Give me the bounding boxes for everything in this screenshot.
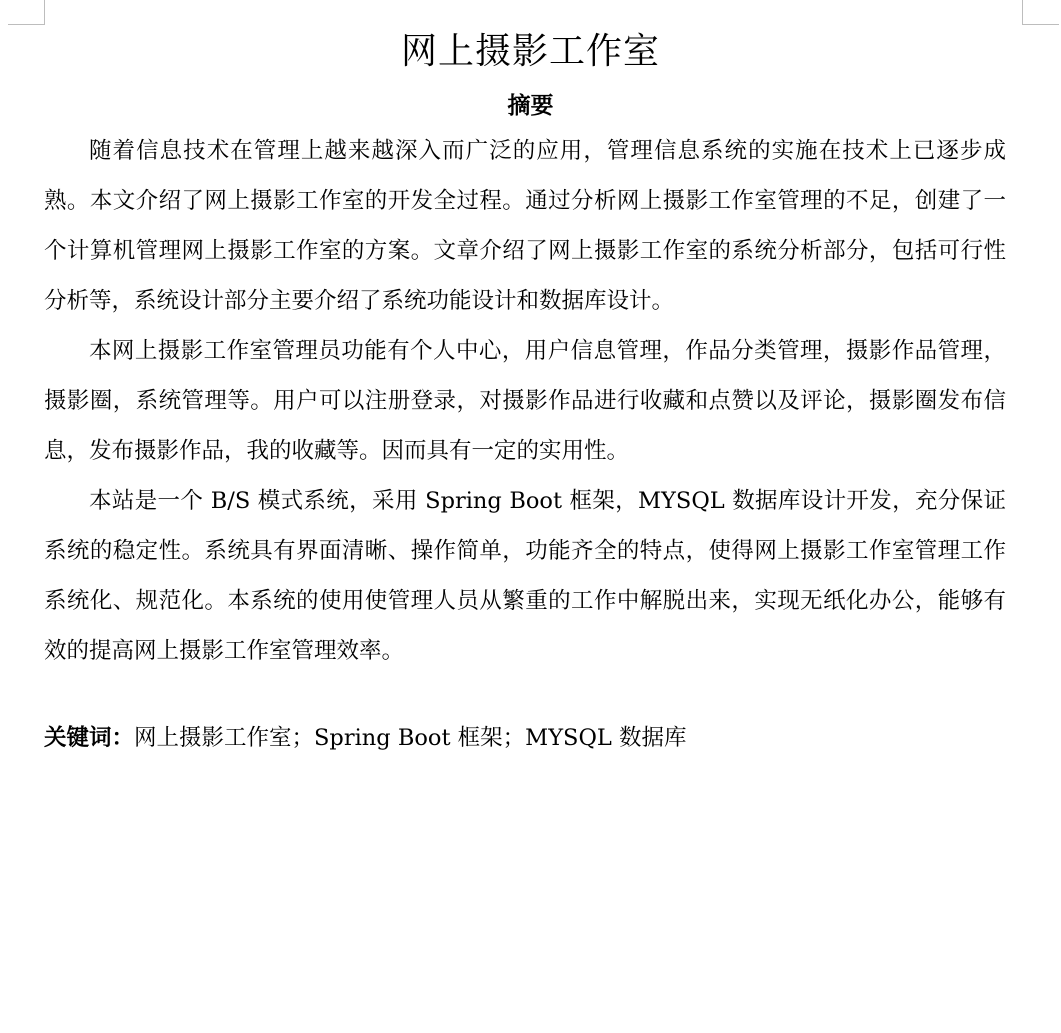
keywords-text: 网上摄影工作室；Spring Boot 框架；MYSQL 数据库 bbox=[134, 725, 687, 751]
page-corner-mark-top-left bbox=[8, 0, 45, 25]
abstract-paragraph-1: 随着信息技术在管理上越来越深入而广泛的应用，管理信息系统的实施在技术上已逐步成熟。本文介绍了网上摄影工作室的开发全过程。通过分析网上摄影工作室管理的不足，创建了一个计算机管理网上摄影工作室的方案。文章介绍了网上摄影工作室的系统分析部分，包括可行性分析等，系统设计部分主要介绍了系统功能设计和数据库设计。 bbox=[44, 138, 1006, 314]
abstract-paragraph-3: 本站是一个 B/S 模式系统，采用 Spring Boot 框架，MYSQL 数据库设计开发，充分保证系统的稳定性。系统具有界面清晰、操作简单，功能齐全的特点，使得网上摄影工作室管理工作系统化、规范化。本系统的使用使管理人员从繁重的工作中解脱出来，实现无纸化办公，能够有效的提高网上摄影工作室管理效率。 bbox=[44, 488, 1006, 664]
keywords-label: 关键词： bbox=[44, 725, 135, 751]
page-title: 网上摄影工作室 bbox=[400, 31, 660, 72]
abstract-body bbox=[44, 126, 1006, 676]
abstract-heading: 摘要 bbox=[507, 93, 554, 119]
abstract-paragraph-2: 本网上摄影工作室管理员功能有个人中心，用户信息管理，作品分类管理，摄影作品管理，摄影圈，系统管理等。用户可以注册登录，对摄影作品进行收藏和点赞以及评论，摄影圈发布信息，发布摄影作品，我的收藏等。因而具有一定的实用性。 bbox=[44, 338, 1006, 464]
keywords-line bbox=[44, 713, 1006, 763]
page-corner-mark-top-right bbox=[1022, 0, 1059, 25]
